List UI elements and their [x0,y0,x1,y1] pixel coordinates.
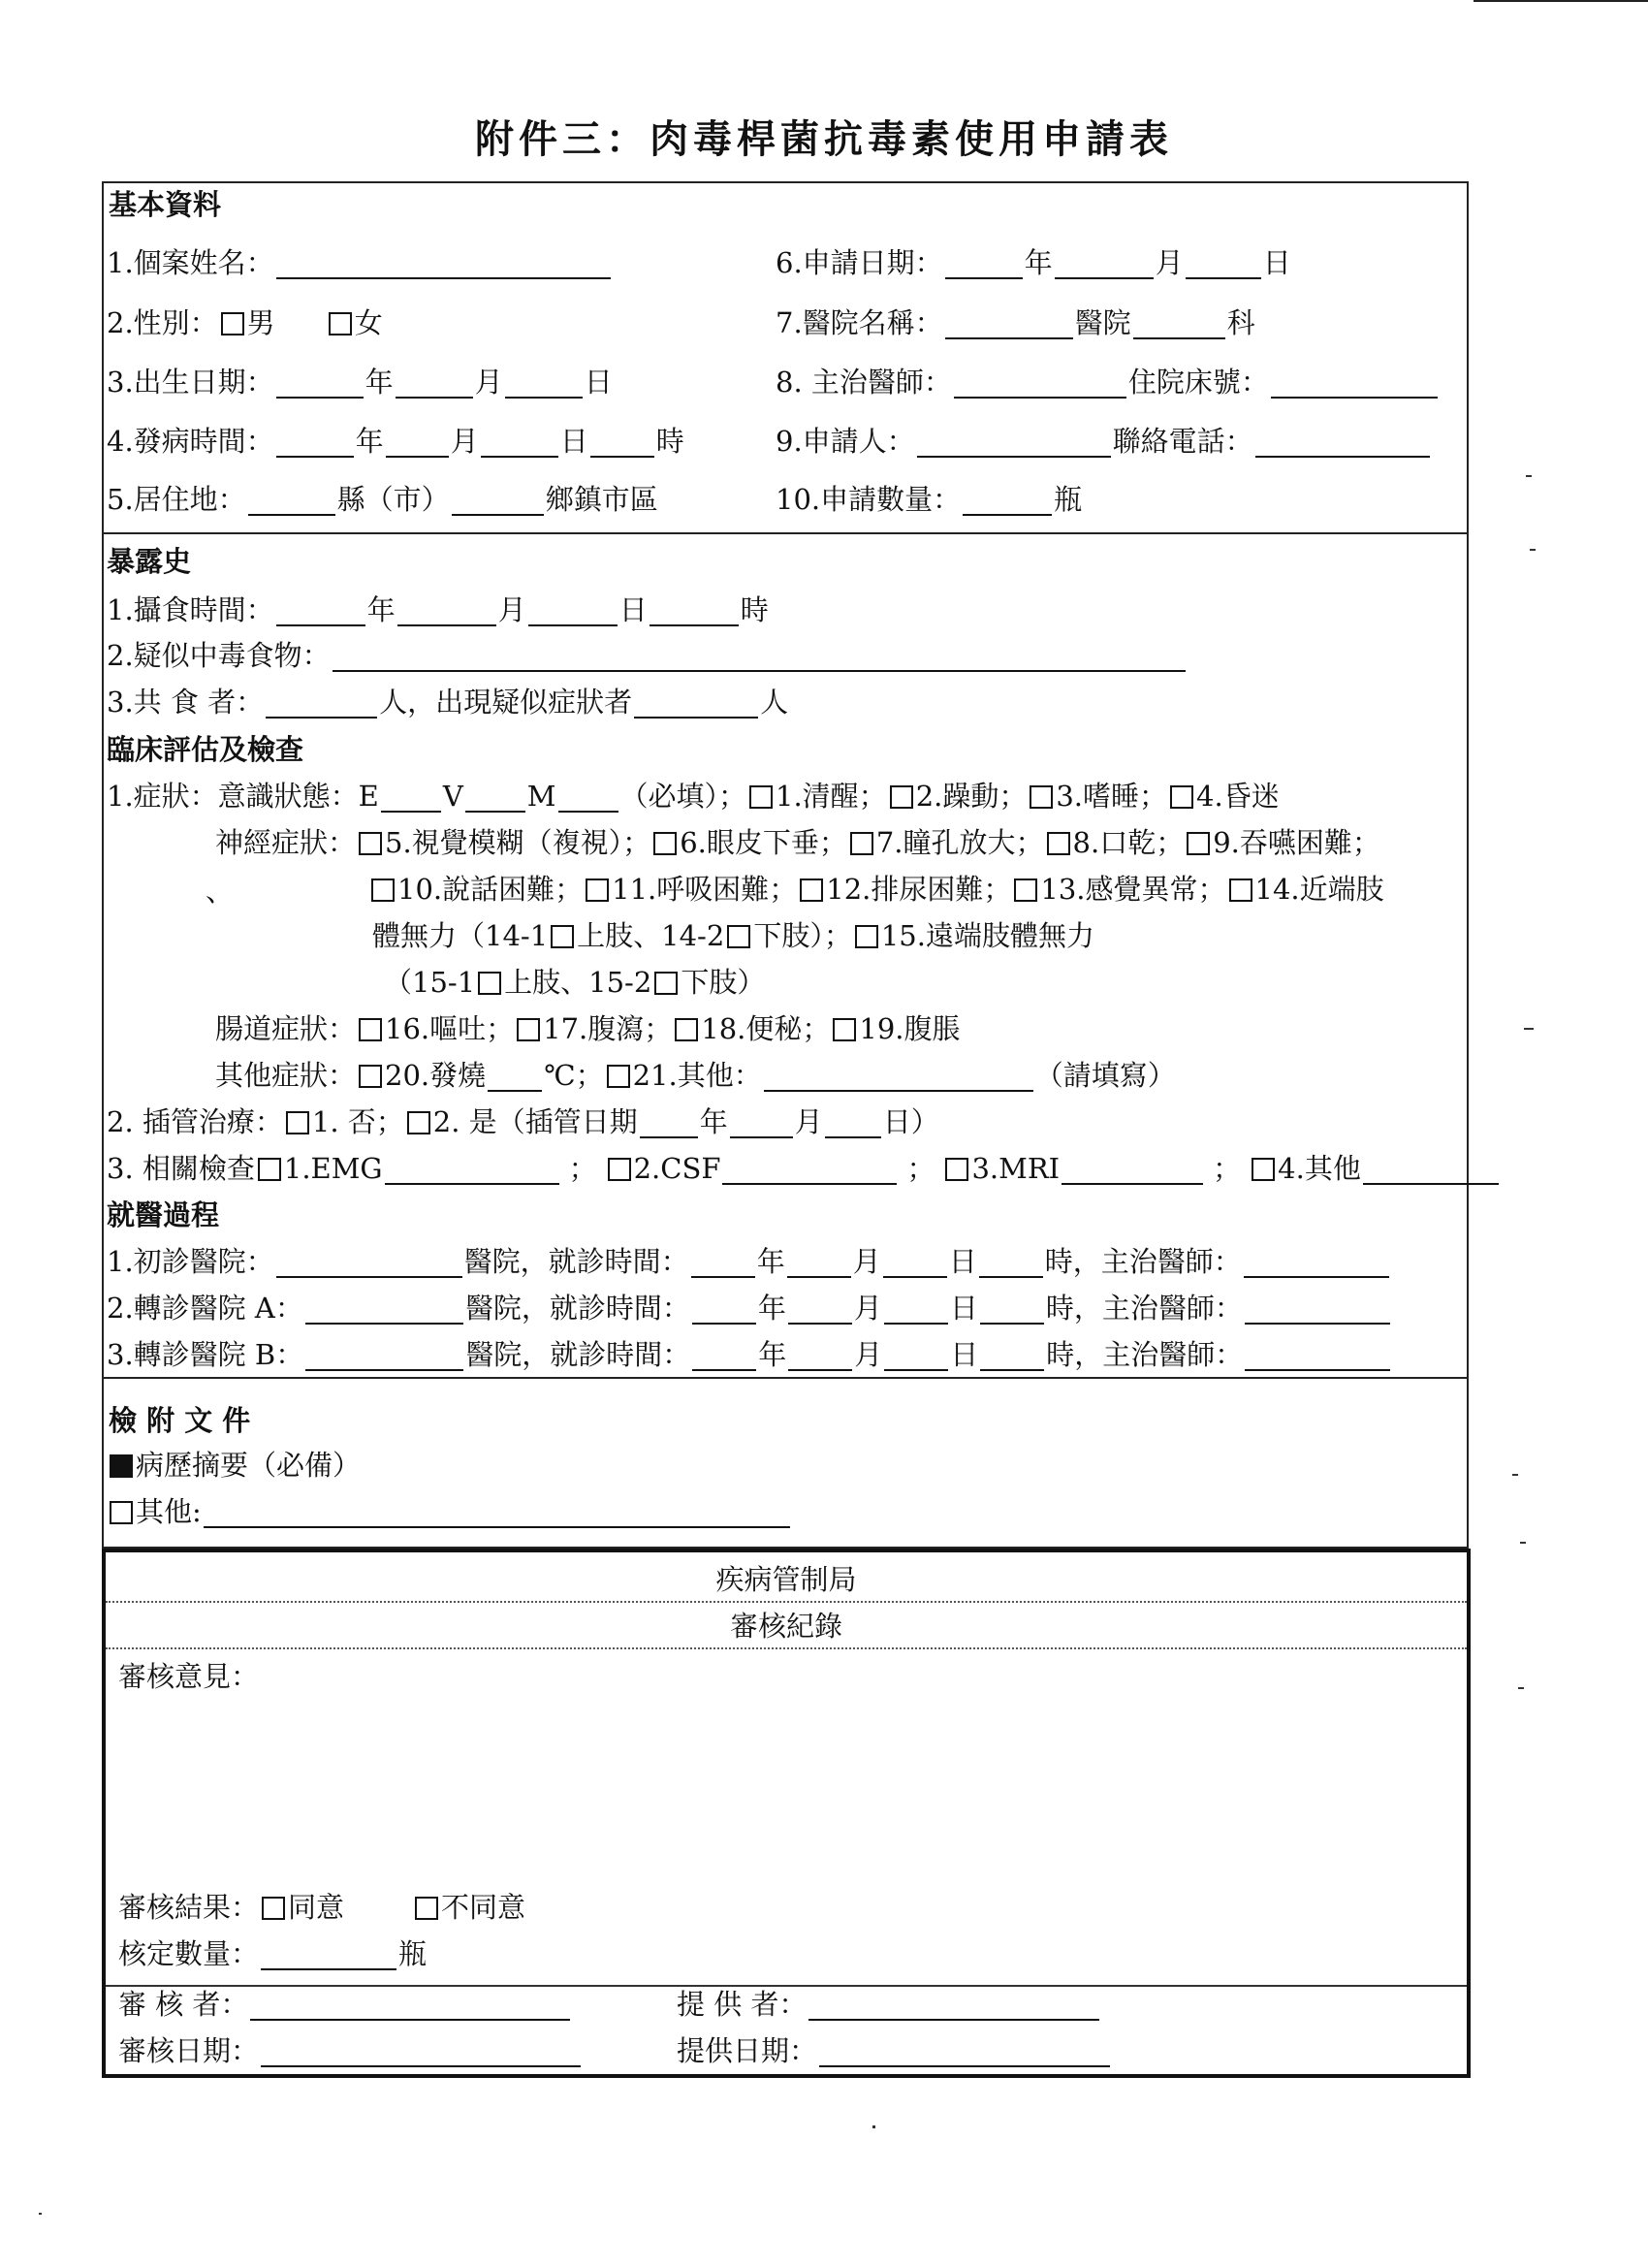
attach-other-checkbox[interactable] [110,1501,133,1524]
intubation-no-checkbox[interactable] [286,1111,309,1134]
lower-limb-label: 下肢）； [753,919,852,952]
month-label: 月 [794,1105,823,1138]
suspected-food-row [107,639,1188,672]
referral-b-row [107,1338,1392,1371]
mydriasis-label: 7.瞳孔放大； [875,826,1044,859]
month-label: 月 [497,593,526,626]
distal-weakness-label: 15.遠端肢體無力 [880,919,1094,952]
referral-a-doctor-field[interactable] [1245,1295,1390,1325]
applicant-label: 9.申請人： [776,425,915,458]
day-label: 日 [948,1245,977,1278]
emg-label: 1.EMG [283,1152,383,1185]
hospital-suffix: 醫院 [1074,306,1131,339]
csf-checkbox[interactable] [608,1158,631,1181]
fever-checkbox[interactable] [359,1065,382,1088]
other-symptoms-row [215,1059,1176,1092]
month-label: 月 [450,425,479,458]
gcs-e-field[interactable] [381,783,441,813]
distal-weakness-checkbox[interactable] [855,925,878,948]
month-label: 月 [1155,246,1184,279]
doctor-row [776,366,1440,399]
provider-label: 提 供 者： [677,1988,808,2021]
provider-row [677,1988,1101,2021]
section-attachments: 檢 附 文 件 [109,1404,251,1437]
onset-time-label: 4.發病時間： [107,425,274,458]
review-date-label: 審核日期： [118,2034,260,2067]
hospital-row [776,306,1255,339]
hospital-visit-label: 醫院，就診時間： [465,1338,691,1371]
bed-number-label: 住院床號： [1127,366,1269,399]
constipation-label: 18.便秘； [701,1012,831,1045]
referral-a-day-field[interactable] [884,1295,948,1325]
scan-edge-mark [1474,0,1648,2]
sex-label: 2.性別： [107,306,218,339]
agree-checkbox[interactable] [262,1897,285,1920]
first-hospital-label: 1.初診醫院： [107,1245,274,1278]
onset-month-field[interactable] [386,429,449,458]
year-label: 年 [366,593,396,626]
divider-attachments [102,1377,1469,1379]
attach-other-row [107,1495,792,1528]
hospital-visit-label: 醫院，就診時間： [463,1245,689,1278]
year-label: 年 [1024,246,1053,279]
intake-day-field[interactable] [528,597,618,626]
review-record-title: 審核紀錄 [106,1603,1467,1649]
urination-difficulty-label: 12.排尿困難； [826,873,1012,906]
approved-bottle-unit: 瓶 [398,1937,428,1970]
mri-checkbox[interactable] [945,1158,968,1181]
emg-checkbox[interactable] [258,1158,281,1181]
provide-date-row [677,2034,1112,2067]
onset-year-field[interactable] [276,429,354,458]
residence-row [107,483,658,516]
county-field[interactable] [248,487,335,516]
section-medical-visits: 就醫過程 [107,1198,220,1231]
application-date-row [776,246,1291,279]
case-name-row [107,246,613,279]
year-label: 年 [756,1245,785,1278]
intake-hour-field[interactable] [650,597,739,626]
speech-difficulty-checkbox[interactable] [371,878,395,902]
application-date-label: 6.申請日期： [776,246,943,279]
intubation-yes-checkbox[interactable] [407,1111,430,1134]
vomiting-checkbox[interactable] [359,1018,382,1041]
first-visit-year-field[interactable] [691,1249,755,1278]
day-label: 日 [950,1338,979,1371]
bottle-unit: 瓶 [1054,483,1083,516]
distal-sub-b: 上肢、15-2 [504,966,652,999]
year-label: 年 [364,366,394,399]
quantity-label: 10.申請數量： [776,483,962,516]
scan-speck [39,2213,42,2215]
referral-a-hour-field[interactable] [980,1295,1044,1325]
app-day-field[interactable] [1186,250,1261,279]
first-hospital-field[interactable] [276,1249,462,1278]
case-name-field[interactable] [276,250,611,279]
review-result-row [118,1891,525,1924]
distal-upper-limb-checkbox[interactable] [478,972,501,995]
phone-label: 聯絡電話： [1112,425,1253,458]
intubation-year-field[interactable] [640,1109,698,1138]
dry-mouth-label: 8.口乾； [1072,826,1185,859]
day-label: 日 [559,425,588,458]
intubation-day-field[interactable] [825,1109,881,1138]
provide-date-label: 提供日期： [677,2034,818,2067]
conscious-agitated-checkbox[interactable] [890,785,913,809]
hospital-visit-label: 醫院，就診時間： [464,1292,690,1325]
gcs-v-field[interactable] [465,783,525,813]
intubation-row [107,1105,939,1138]
vomiting-label: 16.嘔吐； [385,1012,515,1045]
month-label: 月 [474,366,503,399]
hour-doctor-label: 時，主治醫師： [1045,1292,1243,1325]
proximal-weakness-checkbox[interactable] [1229,878,1252,902]
residence-label: 5.居住地： [107,483,246,516]
celsius-label: ℃； [544,1059,604,1092]
sex-row [107,306,383,339]
csf-label: 2.CSF [633,1152,721,1185]
provide-date-field[interactable] [819,2038,1110,2067]
day-label: 日 [882,1105,911,1138]
divider-exposure [102,532,1469,534]
blurred-vision-checkbox[interactable] [359,832,382,855]
birth-date-row [107,366,613,399]
ptosis-checkbox[interactable] [653,832,677,855]
onset-time-row [107,425,684,458]
bed-number-field[interactable] [1271,369,1438,399]
sensory-abnormality-checkbox[interactable] [1014,878,1037,902]
mri-label: 3.MRI [971,1152,1061,1185]
first-visit-hour-field[interactable] [979,1249,1043,1278]
scan-speck [1526,475,1532,477]
diarrhea-checkbox[interactable] [517,1018,540,1041]
medical-summary-row [107,1449,361,1482]
consciousness-row [107,780,1280,813]
csf-field[interactable] [722,1156,897,1185]
section-basic-data: 基本資料 [109,188,222,221]
reviewer-field[interactable] [250,1992,570,2021]
month-label: 月 [853,1292,882,1325]
mydriasis-checkbox[interactable] [850,832,873,855]
month-label: 月 [854,1338,883,1371]
other-symptom-checkbox[interactable] [607,1065,630,1088]
referral-a-month-field[interactable] [788,1295,852,1325]
bloating-checkbox[interactable] [833,1018,856,1041]
approved-quantity-row [118,1937,427,1970]
fever-temp-field[interactable] [488,1063,542,1092]
separator: ； [568,1152,597,1185]
review-divider [106,1985,1467,1987]
referral-b-hour-field[interactable] [980,1342,1044,1371]
other-symptoms-label: 其他症狀： [215,1059,357,1092]
dysphagia-checkbox[interactable] [1187,832,1210,855]
attach-other-field[interactable] [204,1499,790,1528]
suspected-food-label: 2.疑似中毒食物： [107,639,331,672]
separator: ； [906,1152,935,1185]
day-label: 日 [618,593,648,626]
reviewer-label: 審 核 者： [118,1988,249,2021]
quantity-field[interactable] [963,487,1052,516]
mri-field[interactable] [1062,1156,1203,1185]
township-field[interactable] [452,487,544,516]
dry-mouth-checkbox[interactable] [1047,832,1070,855]
onset-day-field[interactable] [481,429,558,458]
proximal-weakness-label: 14.近端肢 [1254,873,1384,906]
diarrhea-label: 17.腹瀉； [543,1012,673,1045]
approved-quantity-label: 核定數量： [118,1937,260,1970]
agree-label: 同意 [288,1891,345,1924]
blurred-vision-label: 5.視覺模糊（複視）； [385,826,651,859]
year-label: 年 [699,1105,728,1138]
hour-label: 時 [655,425,684,458]
persons-label: 人 [760,686,789,719]
section-exposure: 暴露史 [107,545,192,578]
fever-label: 20.發燒 [385,1059,487,1092]
year-label: 年 [355,425,384,458]
breathing-difficulty-checkbox[interactable] [586,878,609,902]
other-symptom-field[interactable] [764,1063,1033,1092]
case-name-label: 1.個案姓名： [107,246,274,279]
gi-symptoms-label: 腸道症狀： [215,1012,357,1045]
female-label: 女 [354,306,383,339]
referral-a-field[interactable] [305,1295,463,1325]
township-label: 鄉鎮市區 [545,483,658,516]
distal-sub-c: 下肢） [681,966,766,999]
review-date-field[interactable] [261,2038,581,2067]
referral-b-doctor-field[interactable] [1245,1342,1390,1371]
intubation-close: ） [910,1105,939,1138]
proximal-upper-limb-checkbox[interactable] [551,925,574,948]
coma-label: 4.昏迷 [1196,780,1280,813]
other-test-label: 4.其他 [1278,1152,1361,1185]
app-year-field[interactable] [945,250,1023,279]
gcs-m-field[interactable] [558,783,618,813]
bloating-label: 19.腹脹 [859,1012,961,1045]
county-label: 縣（市） [336,483,450,516]
review-date-row [118,2034,583,2067]
intake-time-row [107,593,769,626]
scan-speck [1512,1474,1518,1476]
reviewer-row [118,1988,572,2021]
attending-doctor-label: 8. 主治醫師： [776,366,952,399]
symptomatic-count-field[interactable] [634,689,758,719]
scan-speck [1518,1687,1524,1689]
first-hospital-row [107,1245,1391,1278]
attending-doctor-field[interactable] [954,369,1126,399]
referral-b-day-field[interactable] [884,1342,948,1371]
conscious-drowsy-checkbox[interactable] [1030,785,1053,809]
other-test-field[interactable] [1363,1156,1499,1185]
drowsy-label: 3.嗜睡； [1056,780,1168,813]
referral-b-month-field[interactable] [788,1342,852,1371]
app-month-field[interactable] [1055,250,1154,279]
year-label: 年 [758,1338,787,1371]
intake-year-field[interactable] [276,597,365,626]
suspected-food-field[interactable] [333,643,1186,672]
breathing-difficulty-label: 11.呼吸困難； [612,873,798,906]
neuro-symptoms-label: 神經症狀： [215,826,357,859]
gcs-v-label: V [442,780,463,813]
referral-b-field[interactable] [305,1342,463,1371]
male-checkbox[interactable] [221,312,244,335]
scan-speck [872,2125,875,2128]
day-label: 日 [949,1292,978,1325]
co-eaters-field[interactable] [266,689,377,719]
form-title: 附件三：肉毒桿菌抗毒素使用申請表 [475,116,1173,162]
conscious-coma-checkbox[interactable] [1170,785,1193,809]
review-result-label: 審核結果： [118,1891,260,1924]
disagree-checkbox[interactable] [415,1897,438,1920]
review-opinion-area[interactable] [121,1697,1459,1871]
intake-time-label: 1.攝食時間： [107,593,274,626]
proximal-lower-limb-checkbox[interactable] [727,925,750,948]
female-checkbox[interactable] [329,312,352,335]
hour-label: 時 [740,593,769,626]
section-clinical: 臨床評估及檢查 [107,733,304,766]
consciousness-label: 1.症狀：意識狀態：E [107,780,379,813]
hospital-name-label: 7.醫院名稱： [776,306,943,339]
referral-a-year-field[interactable] [692,1295,756,1325]
first-visit-day-field[interactable] [883,1249,947,1278]
please-fill-note: （請填寫） [1034,1059,1176,1092]
referral-a-label: 2.轉診醫院 A： [107,1292,303,1325]
urination-difficulty-checkbox[interactable] [800,878,823,902]
department-field[interactable] [1133,310,1225,339]
medical-summary-label: 病歷摘要（必備） [136,1449,362,1482]
day-label: 日 [584,366,613,399]
day-label: 日 [1262,246,1291,279]
neuro-symptoms-row-1 [215,826,1380,859]
separator: ； [1213,1152,1242,1185]
scan-speck [1520,1542,1526,1544]
hospital-name-field[interactable] [945,310,1073,339]
attach-other-label: 其他: [136,1495,202,1528]
gi-symptoms-row [215,1012,961,1045]
upper-limb-label: 上肢、14-2 [577,919,725,952]
ptosis-label: 6.眼皮下垂； [680,826,847,859]
stray-mark: 、 [206,875,235,908]
sensory-abnormality-label: 13.感覺異常； [1040,873,1226,906]
scan-speck [1530,549,1536,551]
constipation-checkbox[interactable] [675,1018,698,1041]
intubation-label: 2. 插管治療： [107,1105,283,1138]
birth-date-label: 3.出生日期： [107,366,274,399]
provider-field[interactable] [808,1992,1099,2021]
first-visit-month-field[interactable] [787,1249,851,1278]
birth-month-field[interactable] [396,369,473,399]
other-symptom-label: 21.其他： [632,1059,762,1092]
proximal-weakness-sub-label: 體無力（14-1 [372,919,549,952]
disagree-label: 不同意 [441,1891,526,1924]
intubation-no-label: 1. 否； [311,1105,404,1138]
first-doctor-field[interactable] [1244,1249,1389,1278]
male-label: 男 [246,306,275,339]
distal-lower-limb-checkbox[interactable] [654,972,678,995]
year-label: 年 [757,1292,786,1325]
speech-difficulty-label: 10.說話困難； [397,873,584,906]
tests-label: 3. 相關檢查 [107,1152,255,1185]
neuro-symptoms-row-3 [372,919,1094,952]
department-suffix: 科 [1226,306,1255,339]
co-eaters-label: 3.共 食 者： [107,686,265,719]
intubation-month-field[interactable] [730,1109,793,1138]
distal-sub-a: （15-1 [384,966,476,999]
dysphagia-label: 9.吞嚥困難； [1213,826,1380,859]
intubation-yes-label: 2. 是（插管日期 [432,1105,638,1138]
emg-field[interactable] [385,1156,559,1185]
alert-label: 1.清醒； [776,780,887,813]
intake-month-field[interactable] [397,597,496,626]
neuro-symptoms-row-4 [384,966,765,999]
review-opinion-label: 審核意見： [118,1660,260,1693]
gcs-m-label: M [526,780,556,813]
co-eaters-text: 人，出現疑似症狀者 [379,686,633,719]
medical-summary-checkbox[interactable] [110,1454,133,1478]
onset-hour-field[interactable] [590,429,654,458]
referral-b-year-field[interactable] [692,1342,756,1371]
birth-day-field[interactable] [505,369,583,399]
referral-a-row [107,1292,1392,1325]
neuro-symptoms-row-2 [368,873,1384,906]
quantity-row [776,483,1082,516]
applicant-field[interactable] [917,429,1111,458]
birth-year-field[interactable] [276,369,364,399]
co-eaters-row [107,686,788,719]
agitated-label: 2.躁動； [915,780,1028,813]
phone-field[interactable] [1255,429,1430,458]
cdc-title: 疾病管制局 [106,1556,1467,1603]
applicant-row [776,425,1432,458]
conscious-alert-checkbox[interactable] [749,785,773,809]
referral-b-label: 3.轉診醫院 B： [107,1338,304,1371]
approved-quantity-field[interactable] [261,1941,396,1970]
hour-doctor-label: 時，主治醫師： [1044,1245,1242,1278]
other-test-checkbox[interactable] [1252,1158,1275,1181]
tests-row [107,1152,1501,1185]
month-label: 月 [852,1245,881,1278]
scan-speck [1524,1028,1534,1030]
hour-doctor-label: 時，主治醫師： [1046,1338,1244,1371]
required-note: （必填）； [619,780,747,813]
